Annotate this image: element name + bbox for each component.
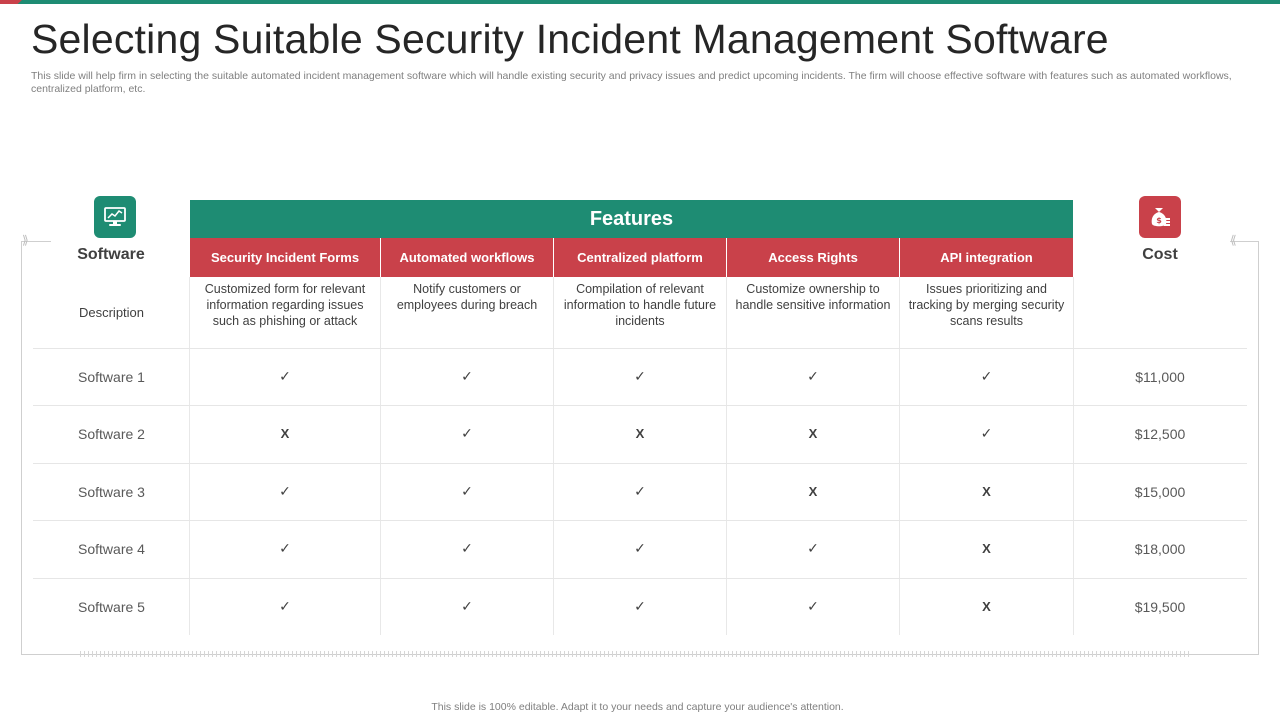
feature-mark: ✓ — [634, 599, 646, 615]
feature-mark: ✓ — [461, 426, 473, 442]
feature-mark: X — [982, 541, 991, 556]
feature-mark: ✓ — [634, 369, 646, 385]
cost-heading: Cost — [1142, 246, 1178, 263]
feature-mark: ✓ — [461, 484, 473, 500]
feature-mark: ✓ — [807, 599, 819, 615]
feature-mark: X — [808, 426, 818, 441]
feature-header: Centralized platform — [554, 238, 726, 277]
column-divider — [553, 277, 554, 635]
money-bag-icon — [1147, 204, 1173, 230]
column-divider — [380, 277, 381, 635]
feature-description: Notify customers or employees during breach — [396, 282, 538, 312]
feature-mark: ✓ — [807, 541, 819, 557]
feature-mark: ✓ — [461, 541, 473, 557]
features-heading: Features — [190, 200, 1073, 238]
feature-header: API integration — [900, 238, 1073, 277]
feature-mark: ✓ — [980, 426, 993, 442]
feature-mark: ✓ — [279, 484, 291, 500]
feature-description: Issues prioritizing and tracking by merging security scans results — [908, 282, 1065, 328]
feature-mark: ✓ — [807, 369, 819, 385]
column-divider — [726, 277, 727, 635]
cost-value: $11,000 — [1135, 369, 1185, 385]
feature-header: Automated workflows — [381, 238, 553, 277]
feature-mark: X — [635, 426, 645, 441]
row-divider — [33, 405, 1247, 406]
feature-mark: X — [280, 426, 290, 441]
page-title: Selecting Suitable Security Incident Management Software — [31, 16, 1109, 62]
double-arrow-left-icon: ⟪ — [1230, 233, 1237, 247]
frame-hatch-decoration — [80, 651, 1192, 657]
row-divider — [33, 348, 1247, 349]
feature-mark: ✓ — [279, 369, 291, 385]
feature-mark: ✓ — [461, 369, 473, 385]
frame-right-line — [1258, 241, 1259, 654]
footer-note: This slide is 100% editable. Adapt it to your needs and capture your audience's attention. — [431, 701, 844, 713]
cost-value: $12,500 — [1134, 426, 1186, 442]
row-divider — [33, 578, 1247, 579]
column-divider — [1073, 277, 1074, 635]
column-divider — [189, 277, 190, 635]
column-divider — [899, 277, 900, 635]
software-row-label: Software 2 — [78, 426, 145, 442]
row-divider — [33, 463, 1247, 464]
software-heading: Software — [77, 246, 145, 263]
monitor-chart-icon — [103, 206, 127, 228]
description-label: Description — [78, 305, 145, 320]
cost-value: $18,000 — [1134, 541, 1186, 557]
feature-description: Compilation of relevant information to handle future incidents — [563, 282, 717, 328]
feature-mark: X — [808, 484, 818, 499]
feature-mark: X — [982, 484, 991, 499]
row-divider — [33, 520, 1247, 521]
feature-mark: ✓ — [279, 599, 291, 615]
feature-header: Security Incident Forms — [190, 238, 380, 277]
top-accent-bar — [0, 0, 1280, 4]
software-row-label: Software 1 — [78, 369, 145, 385]
feature-mark: ✓ — [634, 484, 646, 500]
feature-header: Access Rights — [727, 238, 899, 277]
double-arrow-right-icon: ⟫ — [22, 233, 29, 247]
feature-mark: ✓ — [980, 369, 993, 385]
software-row-label: Software 3 — [78, 484, 145, 500]
software-row-label: Software 5 — [78, 599, 145, 615]
svg-text:$: $ — [1156, 216, 1162, 225]
feature-mark: ✓ — [461, 599, 473, 615]
feature-description: Customize ownership to handle sensitive information — [735, 282, 891, 312]
feature-mark: X — [982, 599, 991, 614]
page-subtitle: This slide will help firm in selecting the suitable automated incident management software which will handle existing security and privacy issues and predict upcoming incidents. The firm will choose effective software with features such as automated workflows, centralized platform, etc. — [31, 70, 1232, 95]
feature-description: Customized form for relevant information regarding issues such as phishing or attack — [204, 282, 366, 328]
frame-left-line — [21, 241, 22, 654]
cost-value: $19,500 — [1134, 599, 1186, 615]
feature-mark: ✓ — [634, 541, 646, 557]
feature-mark: ✓ — [279, 541, 291, 557]
cost-value: $15,000 — [1134, 484, 1186, 500]
cost-icon-box — [1139, 196, 1181, 238]
software-icon-box — [94, 196, 136, 238]
software-row-label: Software 4 — [78, 541, 145, 557]
